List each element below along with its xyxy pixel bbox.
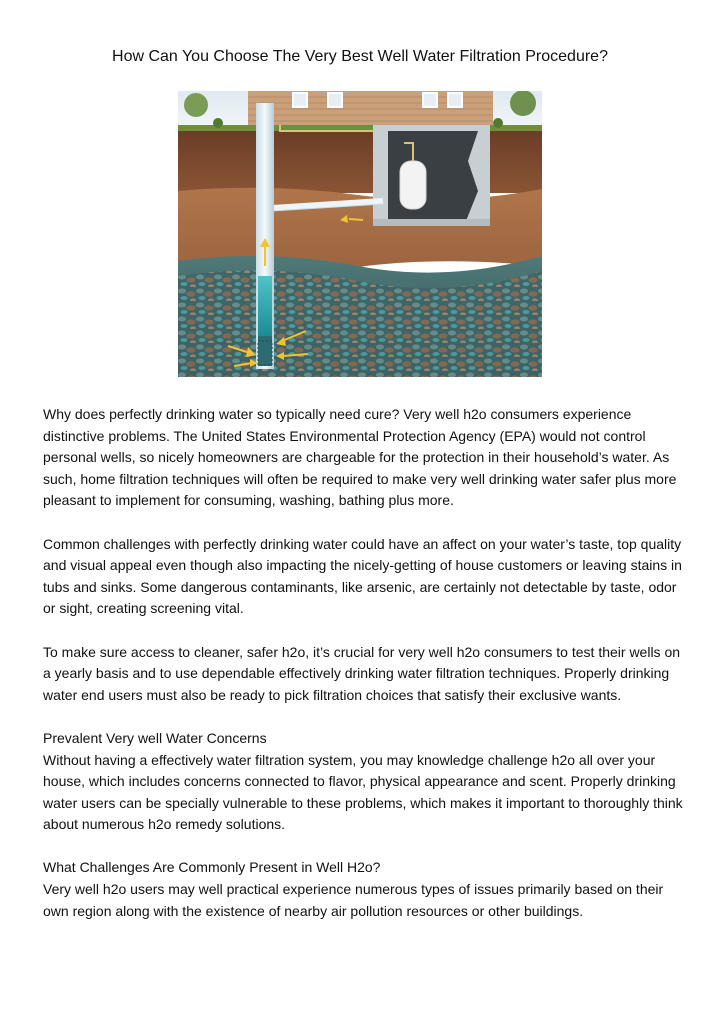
section-heading-challenges: What Challenges Are Commonly Present in Well H2o? [43, 859, 381, 876]
page-title: How Can You Choose The Very Best Well Water Filtration Procedure? [112, 48, 608, 65]
section-text-concerns: Without having a effectively water filtration system, you may knowledge challenge h2o all over your house, which includes concerns connected to flavor, physical appearance and scent. Properly drinking water users can be specially vulnerable to these problems, which makes it important to thoroughly think about numerous h2o remedy solutions. [43, 751, 683, 833]
paragraph-1: Why does perfectly drinking water so typically need cure? Very well h2o consumers experience distinctive problems. The United States Environmental Protection Agency (EPA) would not control personal wells, so nicely homeowners are chargeable for the protection in their household’s water. As such, home filtration techniques will often be required to make very well drinking water safer plus more pleasant to implement for consuming, washing, bathing plus more. [43, 406, 677, 509]
article-body [43, 404, 683, 922]
paragraph-3: To make sure access to cleaner, safer h2o, it’s crucial for very well h2o consumers to test their wells on a yearly basis and to use dependable effectively drinking water filtration techniques. Properly drinking water end users must also be ready to pick filtration choices that satisfy their exclusive wants. [43, 643, 681, 703]
well-diagram-image [178, 91, 542, 377]
section-text-challenges: Very well h2o users may well practical experience numerous types of issues primarily based on their own region along with the existence of nearby air pollution resources or other buildings. [43, 881, 664, 919]
section-heading-concerns: Prevalent Very well Water Concerns [43, 729, 267, 746]
paragraph-2: Common challenges with perfectly drinking water could have an affect on your water’s taste, top quality and visual appeal even though also impacting the nicely-getting of house customers or leaving stains in tubs and sinks. Some dangerous contaminants, like arsenic, are certainly not detectable by taste, odor or sight, creating screening vital. [43, 535, 682, 617]
